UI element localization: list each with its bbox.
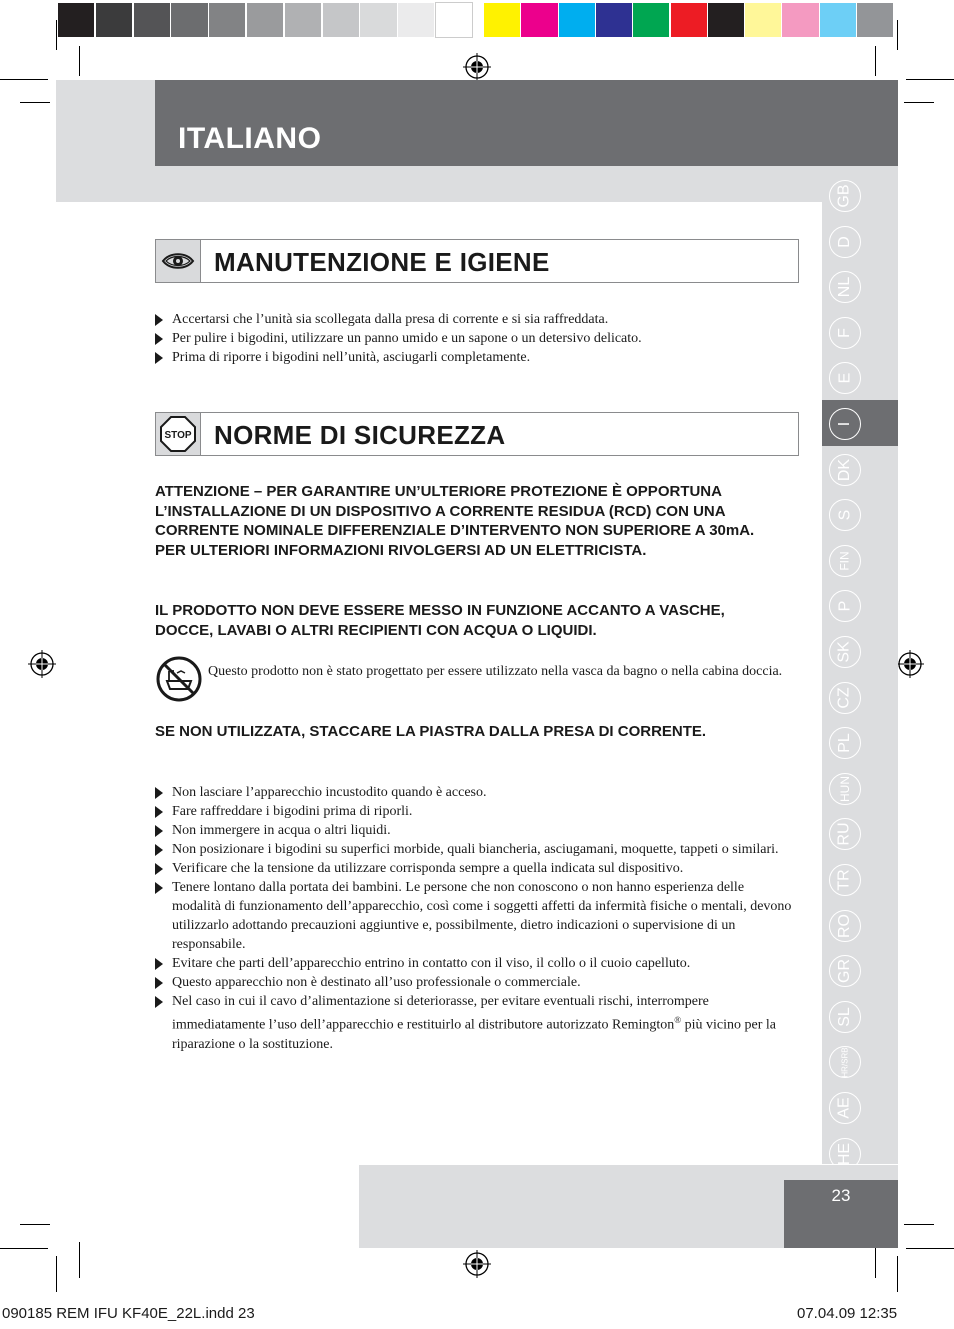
language-tab-label: E: [835, 373, 853, 384]
registered-mark: ®: [674, 1015, 682, 1025]
eye-icon: [161, 250, 195, 272]
crop-mark: [0, 79, 48, 80]
list-item: Verificare che la tensione da utilizzare corrisponda sempre a quella indicata sul dispositivo.: [155, 859, 795, 878]
color-swatch: [398, 3, 434, 37]
warning-water: IL PRODOTTO NON DEVE ESSERE MESSO IN FUNZIONE ACCANTO A VASCHE, DOCCE, LAVABI O ALTRI RECIPIENTI CON ACQUA O LIQUIDI.: [155, 602, 725, 639]
language-tab-label: SL: [835, 1007, 853, 1027]
safety-list: [155, 783, 795, 1054]
language-tab-label: DK: [835, 458, 853, 481]
color-swatch: [134, 3, 170, 37]
language-tab-label: PL: [835, 733, 853, 753]
crop-mark: [906, 1248, 954, 1249]
language-tab-fin[interactable]: [829, 545, 861, 577]
language-tab-label: P: [835, 601, 853, 612]
footer-date: 07.04.09 12:35: [797, 1305, 898, 1322]
language-tab-label: TR: [835, 869, 853, 891]
language-tab-cz[interactable]: [829, 682, 861, 714]
language-tab-label: HR/SRB: [840, 1047, 850, 1078]
crop-mark: [0, 1248, 48, 1249]
color-swatch: [171, 3, 207, 37]
language-tab-label: D: [836, 235, 853, 248]
language-tab-label: RU: [835, 822, 853, 846]
crop-mark: [79, 1242, 80, 1278]
crop-mark: [20, 102, 50, 103]
language-tab-label: AE: [836, 1097, 853, 1119]
warning-unplug: SE NON UTILIZZATA, STACCARE LA PIASTRA DALLA PRESA DI CORRENTE.: [155, 723, 707, 740]
section-icon-box: [156, 240, 201, 282]
language-tab-label: HE: [835, 1142, 853, 1165]
color-swatch: [857, 3, 893, 37]
list-item: Tenere lontano dalla portata dei bambini. Le persone che non conoscono o non hanno esperienza delle modalità di funzionamento dell’apparecchio, così come i soggetti affetti da infermità fisiche o mentali, devono utilizzarlo adottando precauzioni aggiuntive e, possibilmente, dietro indicazioni o supervisione di un responsabile.: [155, 878, 795, 954]
language-tab-d[interactable]: [829, 226, 861, 258]
warning-rcd: ATTENZIONE – PER GARANTIRE UN’ULTERIORE PROTEZIONE È OPPORTUNA L’INSTALLAZIONE DI UN DISPOSITIVO A CORRENTE RESIDUA (RCD) CON UNA CORRENTE NOMINALE DIFFERENZIALE D’INTERVENTO NON SUPERIORE A 30mA. PER ULTERIORI INFORMAZIONI RIVOLGERSI AD UN ELETTRICISTA.: [155, 483, 755, 559]
language-tab-pl[interactable]: [829, 727, 861, 759]
list-item-text: Nel caso in cui il cavo d’alimentazione si deteriorasse, per evitare eventuali rischi, interrompere immediatamente l’uso dell’apparecchio e restituirlo al distributore autorizzato Remington: [172, 994, 709, 1033]
registration-mark-icon: [896, 650, 924, 678]
color-swatch: [360, 3, 396, 37]
language-tab-s[interactable]: [829, 499, 861, 531]
list-item: [155, 992, 795, 1054]
color-swatch: [323, 3, 359, 37]
list-item: Accertarsi che l’unità sia scollegata dalla presa di corrente e si sia raffreddata.: [155, 310, 795, 329]
language-tab-nl[interactable]: [829, 271, 861, 303]
no-bath-icon: [155, 655, 203, 703]
language-tab-label: RO: [836, 913, 853, 938]
stop-sign-text: STOP: [164, 430, 192, 441]
language-tab-label: SK: [836, 641, 853, 663]
language-tab-ro[interactable]: [829, 910, 861, 942]
language-tab-gb[interactable]: [829, 180, 861, 212]
color-swatch: [58, 3, 94, 37]
crop-mark: [56, 1256, 57, 1292]
registration-mark-icon: [463, 53, 491, 81]
language-tab-dk[interactable]: [829, 454, 861, 486]
language-tab-label: GR: [836, 959, 853, 984]
list-item: Evitare che parti dell’apparecchio entrino in contatto con il viso, il collo o il cuoio capelluto.: [155, 954, 795, 973]
color-swatch: [782, 3, 818, 37]
color-swatch: [247, 3, 283, 37]
crop-mark: [897, 20, 898, 50]
color-swatch: [96, 3, 132, 37]
language-tab-tr[interactable]: [829, 864, 861, 896]
section-header-maintenance: [155, 239, 799, 283]
language-tab-label: I: [835, 421, 853, 427]
language-tab-gr[interactable]: [829, 955, 861, 987]
color-swatch: [285, 3, 321, 37]
color-swatch: [671, 3, 707, 37]
crop-mark: [904, 1224, 934, 1225]
color-swatch: [559, 3, 595, 37]
footer-file-info: 090185 REM IFU KF40E_22L.indd 23: [2, 1305, 255, 1322]
crop-mark: [875, 46, 876, 76]
language-tab-label: S: [835, 509, 853, 521]
language-tab-label: FIN: [838, 551, 852, 571]
section-title: NORME DI SICUREZZA: [214, 420, 506, 450]
page-title: ITALIANO: [178, 122, 322, 155]
language-tab-label: NL: [835, 276, 853, 298]
list-item: Per pulire i bigodini, utilizzare un panno umido e un sapone o un detersivo delicato.: [155, 329, 795, 348]
color-swatch: [708, 3, 744, 37]
color-swatch: [596, 3, 632, 37]
registration-mark-icon: [463, 1250, 491, 1278]
crop-mark: [906, 79, 954, 80]
crop-mark: [56, 20, 57, 50]
color-swatch: [436, 3, 472, 37]
list-item: Fare raffreddare i bigodini prima di riporli.: [155, 802, 795, 821]
color-swatch: [521, 3, 557, 37]
page-number: 23: [784, 1180, 898, 1248]
list-item: Prima di riporre i bigodini nell’unità, asciugarli completamente.: [155, 348, 795, 367]
language-tab-label: F: [836, 327, 853, 338]
language-tab-label: GB: [836, 184, 853, 208]
language-tab-hun[interactable]: [829, 773, 861, 805]
language-tab-label: CZ: [835, 686, 853, 709]
bath-note: Questo prodotto non è stato progettato per essere utilizzato nella vasca da bagno o nella cabina doccia.: [208, 664, 783, 679]
list-item-text: più vicino per la riparazione o la sostituzione.: [172, 1017, 776, 1052]
stop-sign-icon: [160, 416, 196, 452]
color-swatch: [745, 3, 781, 37]
language-tab-ae[interactable]: [829, 1092, 861, 1124]
color-swatch: [820, 3, 856, 37]
list-item: Questo apparecchio non è destinato all’uso professionale o commerciale.: [155, 973, 795, 992]
language-tab-f[interactable]: [829, 317, 861, 349]
color-swatch: [209, 3, 245, 37]
section-icon-box: [156, 413, 201, 455]
registration-mark-icon: [28, 650, 56, 678]
list-item: Non immergere in acqua o altri liquidi.: [155, 821, 795, 840]
crop-mark: [79, 46, 80, 76]
list-item: Non posizionare i bigodini su superfici morbide, quali biancheria, asciugamani, moquette, tappeti o similari.: [155, 840, 795, 859]
language-tab-sl[interactable]: [829, 1001, 861, 1033]
language-tab-i[interactable]: [829, 408, 861, 440]
section-title: MANUTENZIONE E IGIENE: [214, 247, 550, 277]
crop-mark: [897, 1256, 898, 1292]
crop-mark: [904, 102, 934, 103]
color-swatch: [484, 3, 520, 37]
color-swatch: [633, 3, 669, 37]
list-item: Non lasciare l’apparecchio incustodito quando è acceso.: [155, 783, 795, 802]
maintenance-list: [155, 310, 795, 367]
crop-mark: [20, 1224, 50, 1225]
section-header-safety: [155, 412, 799, 456]
language-tab-sk[interactable]: [829, 636, 861, 668]
language-tab-label: HUN: [838, 775, 852, 802]
